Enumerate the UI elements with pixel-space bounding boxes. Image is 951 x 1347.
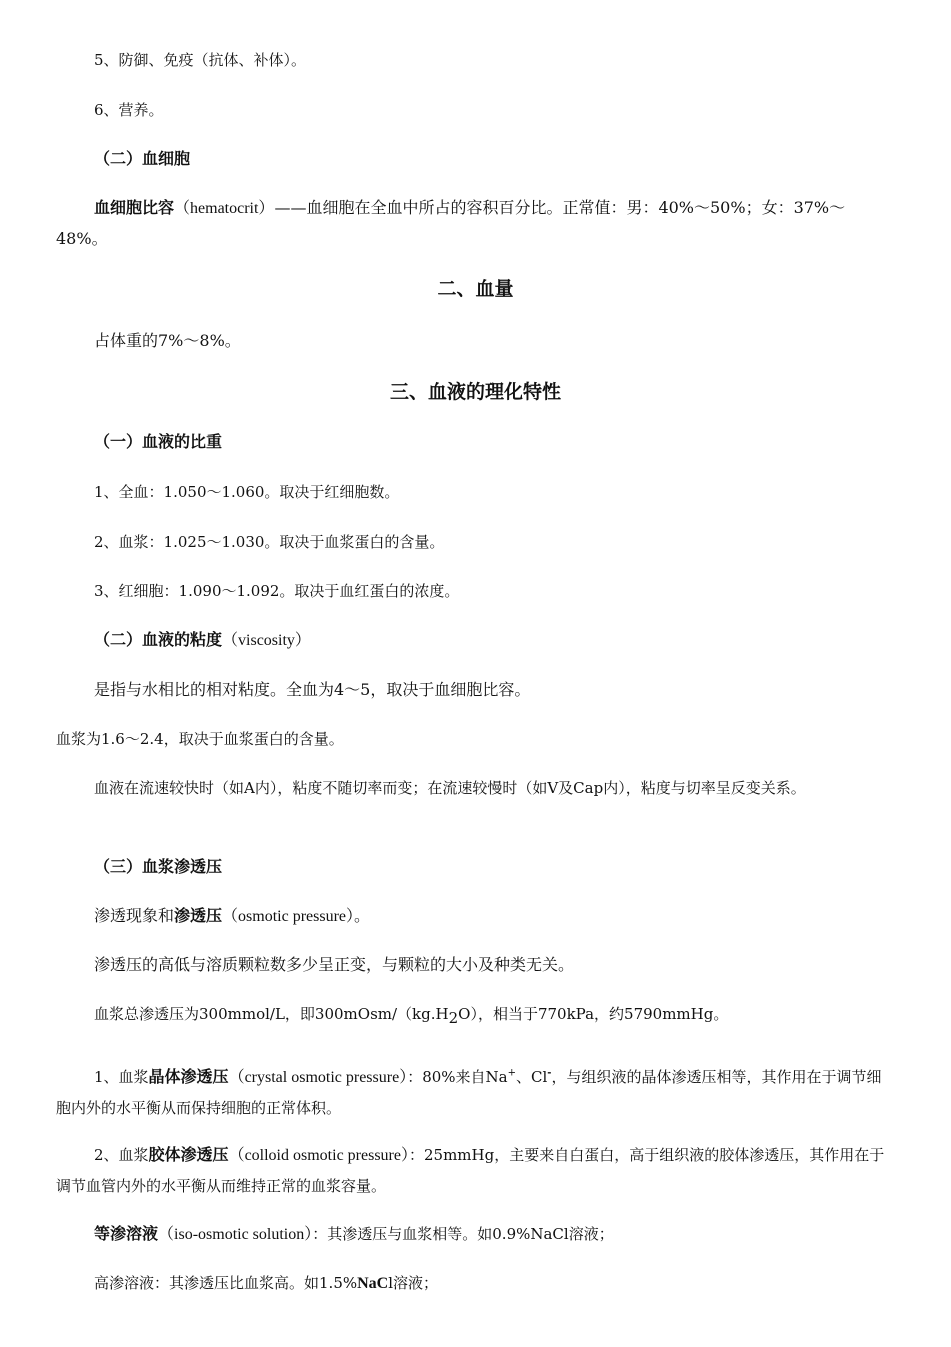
heading-physicochemical-properties: 三、血液的理化特性 bbox=[389, 381, 561, 403]
paragraph-osmosis: 渗透现象和渗透压（osmotic pressure）。 bbox=[94, 906, 371, 925]
term-iso-osmotic-solution: 等渗溶液 bbox=[94, 1224, 159, 1243]
heading-blood-volume: 二、血量 bbox=[437, 278, 514, 300]
paragraph-plasma-gravity: 2、血浆：1.025～1.030。取决于血浆蛋白的含量。 bbox=[94, 533, 445, 551]
term-crystal-osmotic-pressure: 晶体渗透压 bbox=[148, 1067, 229, 1086]
paragraph-whole-blood-gravity: 1、全血：1.050～1.060。取决于红细胞数。 bbox=[94, 483, 400, 501]
section-title-plasma-osmotic-pressure: （三）血浆渗透压 bbox=[94, 857, 223, 876]
paragraph-crystal-osmotic-pressure: 1、血浆晶体渗透压（crystal osmotic pressure）：80%来自Na+、Cl-，与组织液的晶体渗透压相等，其作用在于调节细胞内外的水平衡从而保持细胞的正常体积。 bbox=[56, 1067, 882, 1117]
term-osmotic-pressure: 渗透压 bbox=[174, 906, 223, 925]
paragraph-shear-rate: 血液在流速较快时（如A内），粘度不随切率而变；在流速较慢时（如V及Cap内），粘度与切率呈反变关系。 bbox=[94, 779, 806, 797]
paragraph-plasma-viscosity: 血浆为1.6～2.4，取决于血浆蛋白的含量。 bbox=[56, 730, 344, 748]
paragraph-osmotic-factors: 渗透压的高低与溶质颗粒数多少呈正变，与颗粒的大小及种类无关。 bbox=[94, 955, 575, 974]
paragraph-rbc-gravity: 3、红细胞：1.090～1.092。取决于血红蛋白的浓度。 bbox=[94, 582, 460, 600]
section-title-blood-cells: （二）血细胞 bbox=[94, 149, 191, 168]
term-colloid-osmotic-pressure: 胶体渗透压 bbox=[148, 1145, 229, 1164]
paragraph-colloid-osmotic-pressure: 2、血浆胶体渗透压（colloid osmotic pressure）：25mmHg，主要来自白蛋白，高于组织液的胶体渗透压，其作用在于调节血管内外的水平衡从而维持正常的血浆容量。 bbox=[56, 1145, 885, 1195]
paragraph-blood-volume: 占体重的7%～8%。 bbox=[94, 331, 241, 350]
paragraph-viscosity-definition: 是指与水相比的相对粘度。全血为4～5，取决于血细胞比容。 bbox=[94, 680, 531, 699]
paragraph-defense-immunity: 5、防御、免疫（抗体、补体）。 bbox=[94, 51, 307, 69]
section-title-viscosity: （二）血液的粘度（viscosity） bbox=[94, 630, 311, 649]
paragraph-nutrition: 6、营养。 bbox=[94, 101, 164, 119]
paragraph-total-osmotic-pressure: 血浆总渗透压为300mmol/L，即$300mOsm/(kg.H_2O)$，相当于770kPa，约5790mmHg。 bbox=[94, 1005, 729, 1028]
paragraph-hematocrit: 血细胞比容（hematocrit）——血细胞在全血中所占的容积百分比。正常值：男：40%～50%；女：37%～48%。 bbox=[56, 198, 846, 248]
section-title-specific-gravity: （一）血液的比重 bbox=[94, 432, 223, 451]
paragraph-hypertonic-solution: 高渗溶液：其渗透压比血浆高。如1.5%NaCl溶液； bbox=[94, 1274, 439, 1292]
paragraph-isotonic-solution: 等渗溶液（iso-osmotic solution）：其渗透压与血浆相等。如0.9%NaCl溶液； bbox=[94, 1224, 614, 1243]
term-hematocrit: 血细胞比容 bbox=[94, 198, 175, 217]
